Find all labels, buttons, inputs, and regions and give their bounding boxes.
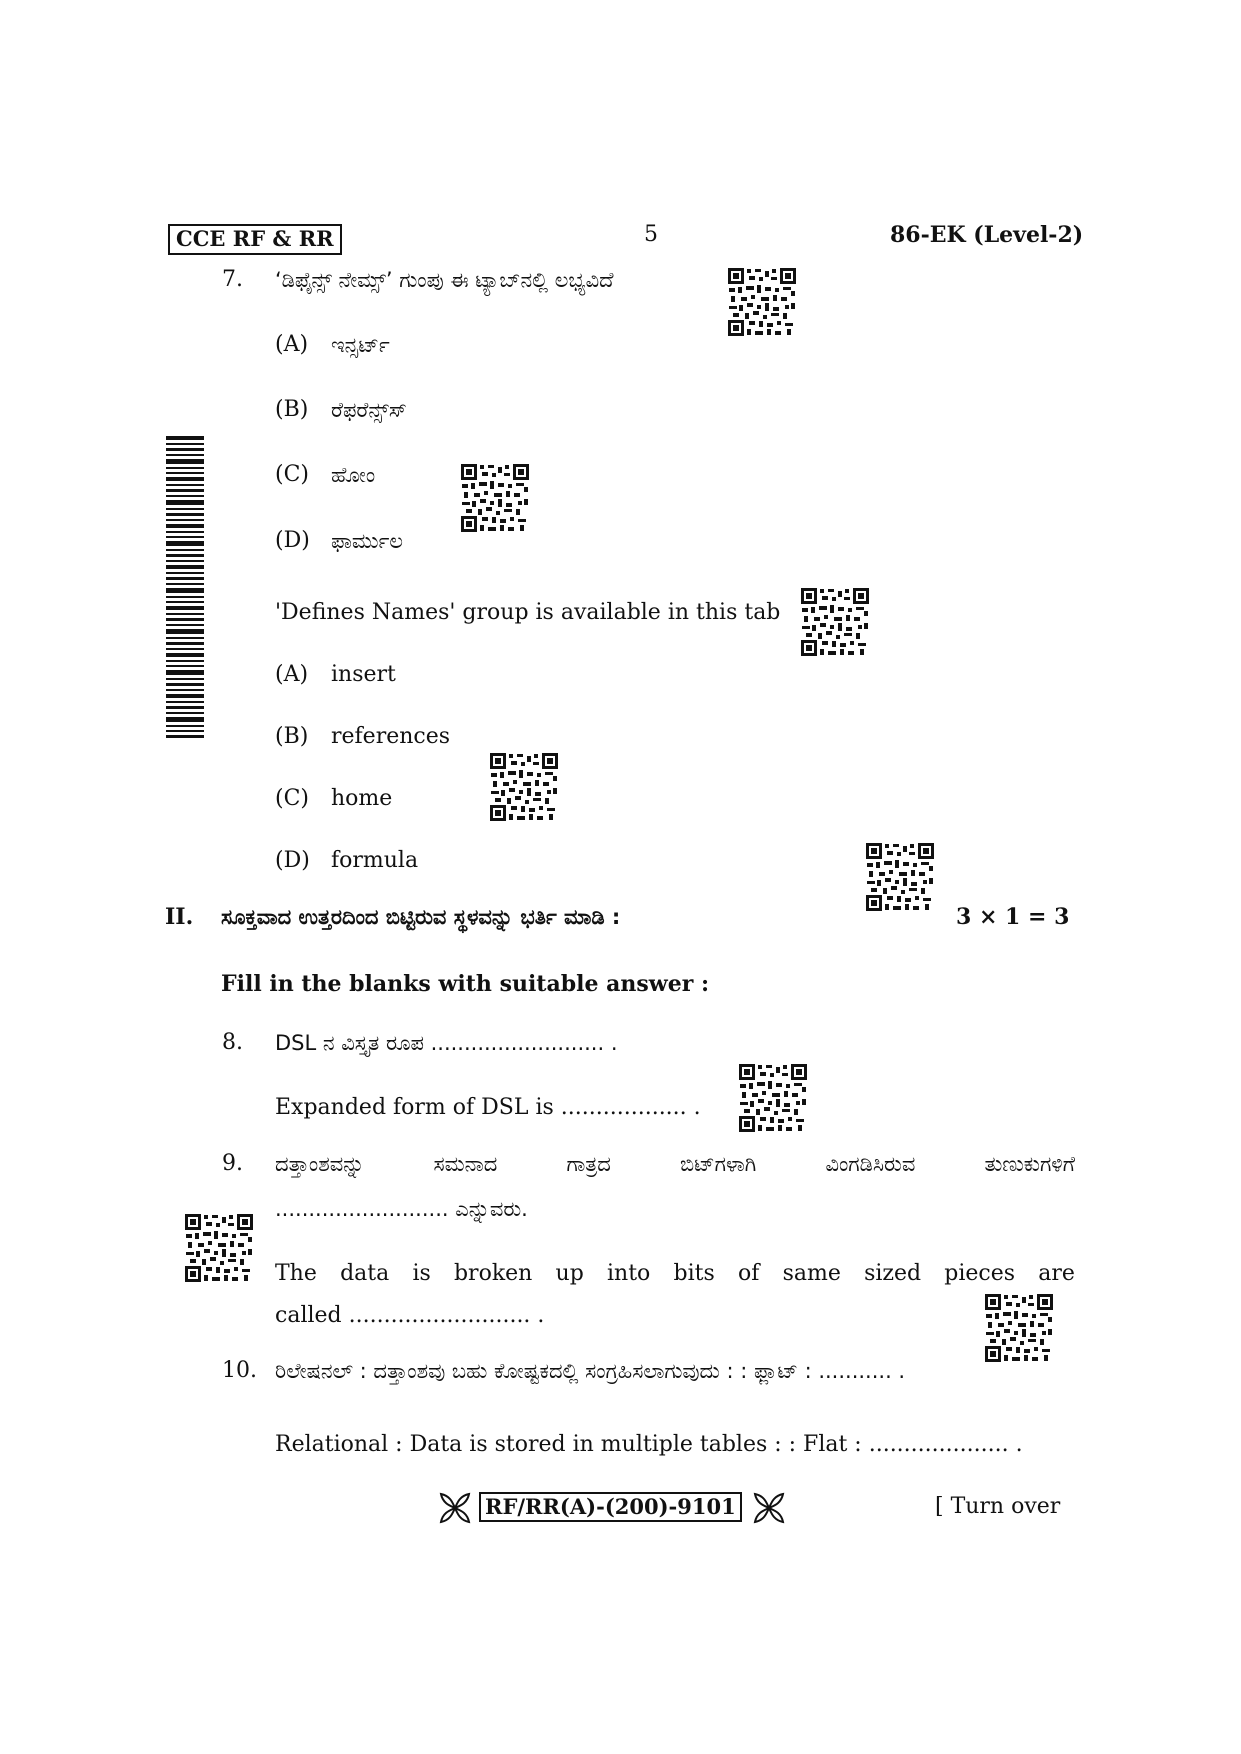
option-letter: (D) bbox=[275, 528, 310, 553]
option-text: ಫಾರ್ಮುಲ bbox=[331, 529, 404, 553]
question-english-line1 bbox=[275, 1260, 1075, 1288]
word: ತುಣುಕುಗಳಿಗೆ bbox=[984, 1152, 1075, 1176]
qr-code bbox=[489, 752, 559, 822]
option-letter: (B) bbox=[275, 397, 309, 422]
word: of bbox=[737, 1261, 760, 1286]
question-stem-english: 'Defines Names' group is available in this tab bbox=[275, 600, 781, 625]
question-number: 8. bbox=[222, 1030, 243, 1055]
option-text: formula bbox=[331, 848, 419, 873]
qr-code bbox=[460, 463, 530, 533]
question-kannada: ರಿಲೇಷನಲ್ : ದತ್ತಾಂಶವು ಬಹು ಕೋಷ್ಟಕದಲ್ಲಿ ಸಂಗ್ರಹಿಸಲಾಗುವುದು : : ಫ್ಲಾಟ್ : ........... . bbox=[275, 1359, 906, 1383]
option-text: ಇನ್ಸರ್ಟ್ bbox=[331, 333, 390, 357]
footer-code: RF/RR(A)-(200)-9101 bbox=[479, 1492, 742, 1522]
option-letter: (C) bbox=[275, 462, 309, 487]
option-text: insert bbox=[331, 662, 396, 687]
word: is bbox=[412, 1261, 431, 1286]
word: ಸಮನಾದ bbox=[433, 1152, 498, 1176]
question-number: 10. bbox=[222, 1358, 257, 1383]
question-kannada-line1 bbox=[275, 1150, 1075, 1178]
question-number: 7. bbox=[222, 267, 243, 292]
option-text: ಹೋಂ bbox=[331, 463, 376, 487]
qr-code bbox=[984, 1293, 1054, 1363]
section-marks: 3 × 1 = 3 bbox=[956, 904, 1070, 930]
page-number: 5 bbox=[644, 222, 658, 247]
word: broken bbox=[453, 1261, 533, 1286]
qr-code bbox=[184, 1213, 254, 1283]
option-letter: (A) bbox=[275, 332, 309, 357]
word: up bbox=[555, 1261, 584, 1286]
question-kannada: DSL ನ ವಿಸ್ತೃತ ರೂಪ .......................... . bbox=[275, 1031, 618, 1055]
question-english: Relational : Data is stored in multiple tables : : Flat : .................... . bbox=[275, 1432, 1023, 1457]
word: ವಿಂಗಡಿಸಿರುವ bbox=[825, 1152, 916, 1176]
header-series-box: CCE RF & RR bbox=[168, 224, 342, 255]
qr-code bbox=[800, 587, 870, 657]
ornament-icon bbox=[751, 1490, 787, 1526]
word: pieces bbox=[944, 1261, 1016, 1286]
section-heading-english: Fill in the blanks with suitable answer : bbox=[221, 971, 710, 997]
question-stem-kannada: ‘ಡಿಫೈನ್ಸ್ ನೇಮ್ಸ್’ ಗುಂಪು ಈ ಟ್ಯಾಬ್‌ನಲ್ಲಿ ಲಭ್ಯವಿದೆ bbox=[275, 268, 614, 292]
qr-code bbox=[738, 1063, 808, 1133]
word: ದತ್ತಾಂಶವನ್ನು bbox=[275, 1152, 365, 1176]
option-text: home bbox=[331, 786, 393, 811]
option-text: references bbox=[331, 724, 451, 749]
section-number: II. bbox=[165, 904, 194, 930]
word: same bbox=[782, 1261, 841, 1286]
word: The bbox=[275, 1261, 317, 1286]
qr-code bbox=[727, 267, 797, 337]
ornament-icon bbox=[437, 1490, 473, 1526]
question-kannada-line2: .......................... ಎನ್ನುವರು. bbox=[275, 1197, 528, 1221]
word: ಬಿಟ್‌ಗಳಾಗಿ bbox=[679, 1152, 757, 1176]
option-text: ರೆಫರೆನ್ಸ್‌ಸ್ bbox=[331, 398, 407, 422]
question-english-line2: called .......................... . bbox=[275, 1303, 545, 1328]
section-heading-kannada: ಸೂಕ್ತವಾದ ಉತ್ತರದಿಂದ ಬಿಟ್ಟಿರುವ ಸ್ಥಳವನ್ನು ಭರ್ತಿ ಮಾಡಿ : bbox=[221, 905, 621, 929]
question-english: Expanded form of DSL is .................. . bbox=[275, 1095, 701, 1120]
option-letter: (A) bbox=[275, 662, 309, 687]
word: bits bbox=[673, 1261, 715, 1286]
option-letter: (C) bbox=[275, 786, 309, 811]
word: are bbox=[1038, 1261, 1075, 1286]
paper-code: 86-EK (Level-2) bbox=[890, 222, 1084, 248]
word: into bbox=[607, 1261, 651, 1286]
option-letter: (B) bbox=[275, 724, 309, 749]
turn-over-label: [ Turn over bbox=[935, 1494, 1061, 1519]
question-number: 9. bbox=[222, 1151, 243, 1176]
option-letter: (D) bbox=[275, 848, 310, 873]
barcode bbox=[166, 436, 204, 738]
word: ಗಾತ್ರದ bbox=[566, 1152, 611, 1176]
word: data bbox=[340, 1261, 390, 1286]
qr-code bbox=[865, 842, 935, 912]
word: sized bbox=[864, 1261, 922, 1286]
